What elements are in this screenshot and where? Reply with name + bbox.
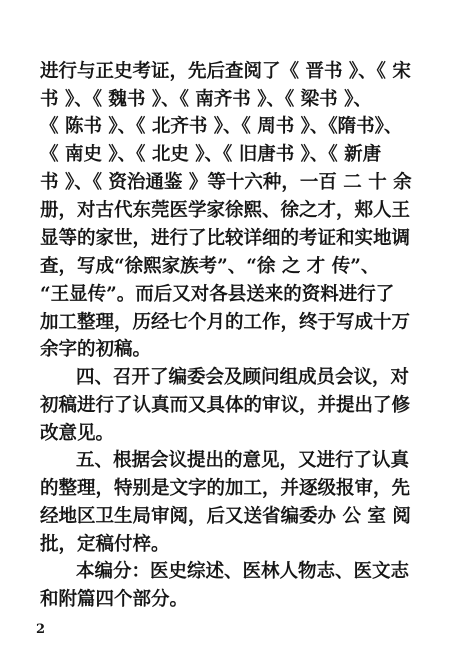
text-line: 书 》、《 资治通鉴 》等十六种，一百 二 十 余 bbox=[40, 172, 412, 193]
text-line: 书 》、《 魏书 》、《 南齐书 》、《 梁书 》、 bbox=[40, 89, 372, 110]
text-line: 改意见。 bbox=[40, 423, 115, 444]
text-line: 和附篇四个部分。 bbox=[40, 589, 189, 610]
page-number: 2 bbox=[36, 622, 46, 637]
text-line: 批，定稿付梓。 bbox=[40, 534, 170, 555]
text-line: 加工整理，历经七个月的工作，终于写成十万 bbox=[40, 312, 411, 333]
text-line: 《 陈书 》、《 北齐书 》、《 周书 》、《隋书》、 bbox=[40, 116, 403, 137]
text-line: “王显传”。而后又对各县送来的资料进行了 bbox=[40, 284, 395, 305]
text-line: 册，对古代东莞医学家徐熙、徐之才，郏人王 bbox=[40, 200, 411, 221]
paragraph-first-line: 四、召开了编委会及顾问组成员会议，对 bbox=[76, 367, 410, 388]
text-line: 显等的家世，进行了比较详细的考证和实地调 bbox=[40, 228, 411, 249]
text-line: 初稿进行了认真而又具体的审议，并提出了修 bbox=[40, 395, 411, 416]
paragraph-first-line: 五、根据会议提出的意见，又进行了认真 bbox=[76, 450, 410, 471]
text-line: 查，写成“徐熙家族考”、“徐 之 才 传”、 bbox=[40, 256, 380, 277]
text-line: 进行与正史考证，先后查阅了《 晋书 》、《 宋 bbox=[40, 61, 411, 82]
text-line: 《 南史 》、《 北史 》、《 旧唐书 》、《 新唐 bbox=[40, 144, 382, 165]
text-line: 经地区卫生局审阅，后又送省编委办 公 室 阅 bbox=[40, 506, 411, 527]
text-line: 的整理，特别是文字的加工，并逐级报审，先 bbox=[40, 478, 411, 499]
text-line: 余字的初稿。 bbox=[40, 339, 152, 360]
paragraph-first-line: 本编分：医史综述、医林人物志、医文志 bbox=[76, 561, 410, 582]
